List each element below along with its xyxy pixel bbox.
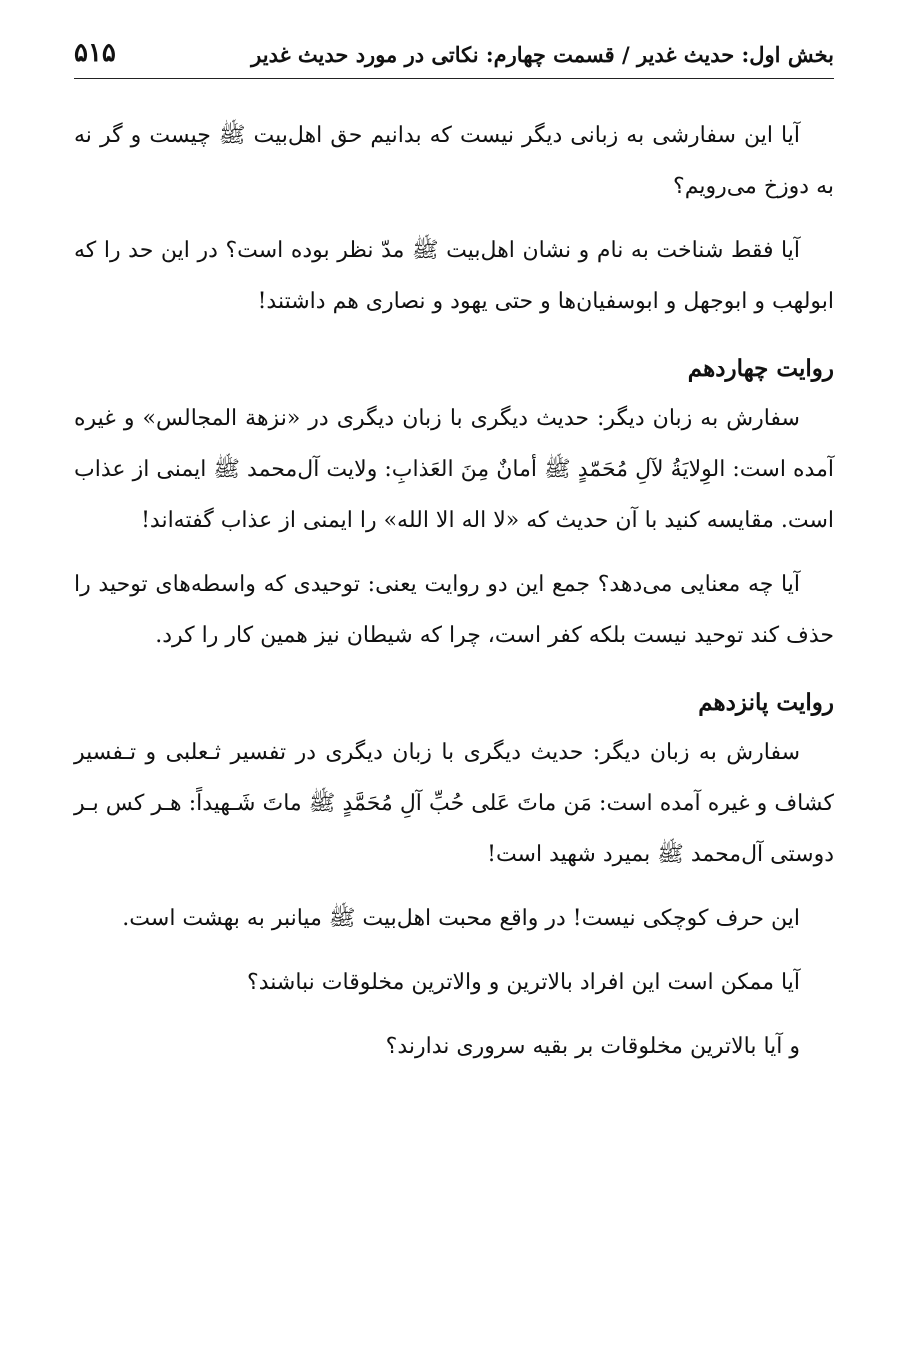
paragraph-7: آیا ممکن است این افراد بالاترین و والاترین مخلوقات نباشند؟	[247, 970, 800, 995]
page-header	[74, 38, 834, 79]
section-heading-15: روایت پانزدهم	[698, 689, 834, 716]
paragraph-5: سفارش به زبان دیگر: حدیث دیگری با زبان دیگری در تفسیر ثـعلبی و تـفسیر کشاف و غیره آمده است: مَن ماتَ عَلی حُبِّ آلِ مُحَمَّدٍ ﷺ ماتَ شَـهیداً: هـر کس بـر دوستی آل‌محمد ﷺ بمیرد شهید است!	[74, 740, 834, 867]
paragraph-8: و آیا بالاترین مخلوقات بر بقیه سروری ندارند؟	[385, 1034, 800, 1059]
paragraph-3: سفارش به زبان دیگر: حدیث دیگری با زبان دیگری در «نزهة المجالس» و غیره آمده است: الوِلایَةُ لآلِ مُحَمّدٍ ﷺ أمانٌ مِنَ العَذابِ: ولایت آل‌محمد ﷺ ایمنی از عذاب است. مقایسه کنید با آن حدیث که «لا اله الا الله» را ایمنی از عذاب گفته‌اند!	[74, 406, 834, 533]
paragraph-4: آیا چه معنایی می‌دهد؟ جمع این دو روایت یعنی: توحیدی که واسطه‌های توحید را حذف کند توحید نیست بلکه کفر است، چرا که شیطان نیز همین کار را کرد.	[74, 572, 834, 648]
paragraph-1: آیا این سفارشی به زبانی دیگر نیست که بدانیم حق اهل‌بیت ﷺ چیست و گر نه به دوزخ می‌رویم؟	[74, 123, 834, 199]
running-title: بخش اول: حدیث غدیر / قسمت چهارم: نکاتی در مورد حدیث غدیر	[251, 42, 834, 67]
book-page	[74, 0, 834, 1366]
section-heading-14: روایت چهاردهم	[687, 355, 834, 382]
paragraph-6: این حرف کوچکی نیست! در واقع محبت اهل‌بیت ﷺ میانبر به بهشت است.	[122, 906, 800, 931]
page-number: ۵۱۵	[74, 38, 116, 68]
page-body	[74, 110, 834, 1072]
paragraph-2: آیا فقط شناخت به نام و نشان اهل‌بیت ﷺ مدّ نظر بوده است؟ در این حد را که ابولهب و ابوجهل و ابوسفیان‌ها و حتی یهود و نصاری هم داشتند!	[74, 238, 834, 314]
